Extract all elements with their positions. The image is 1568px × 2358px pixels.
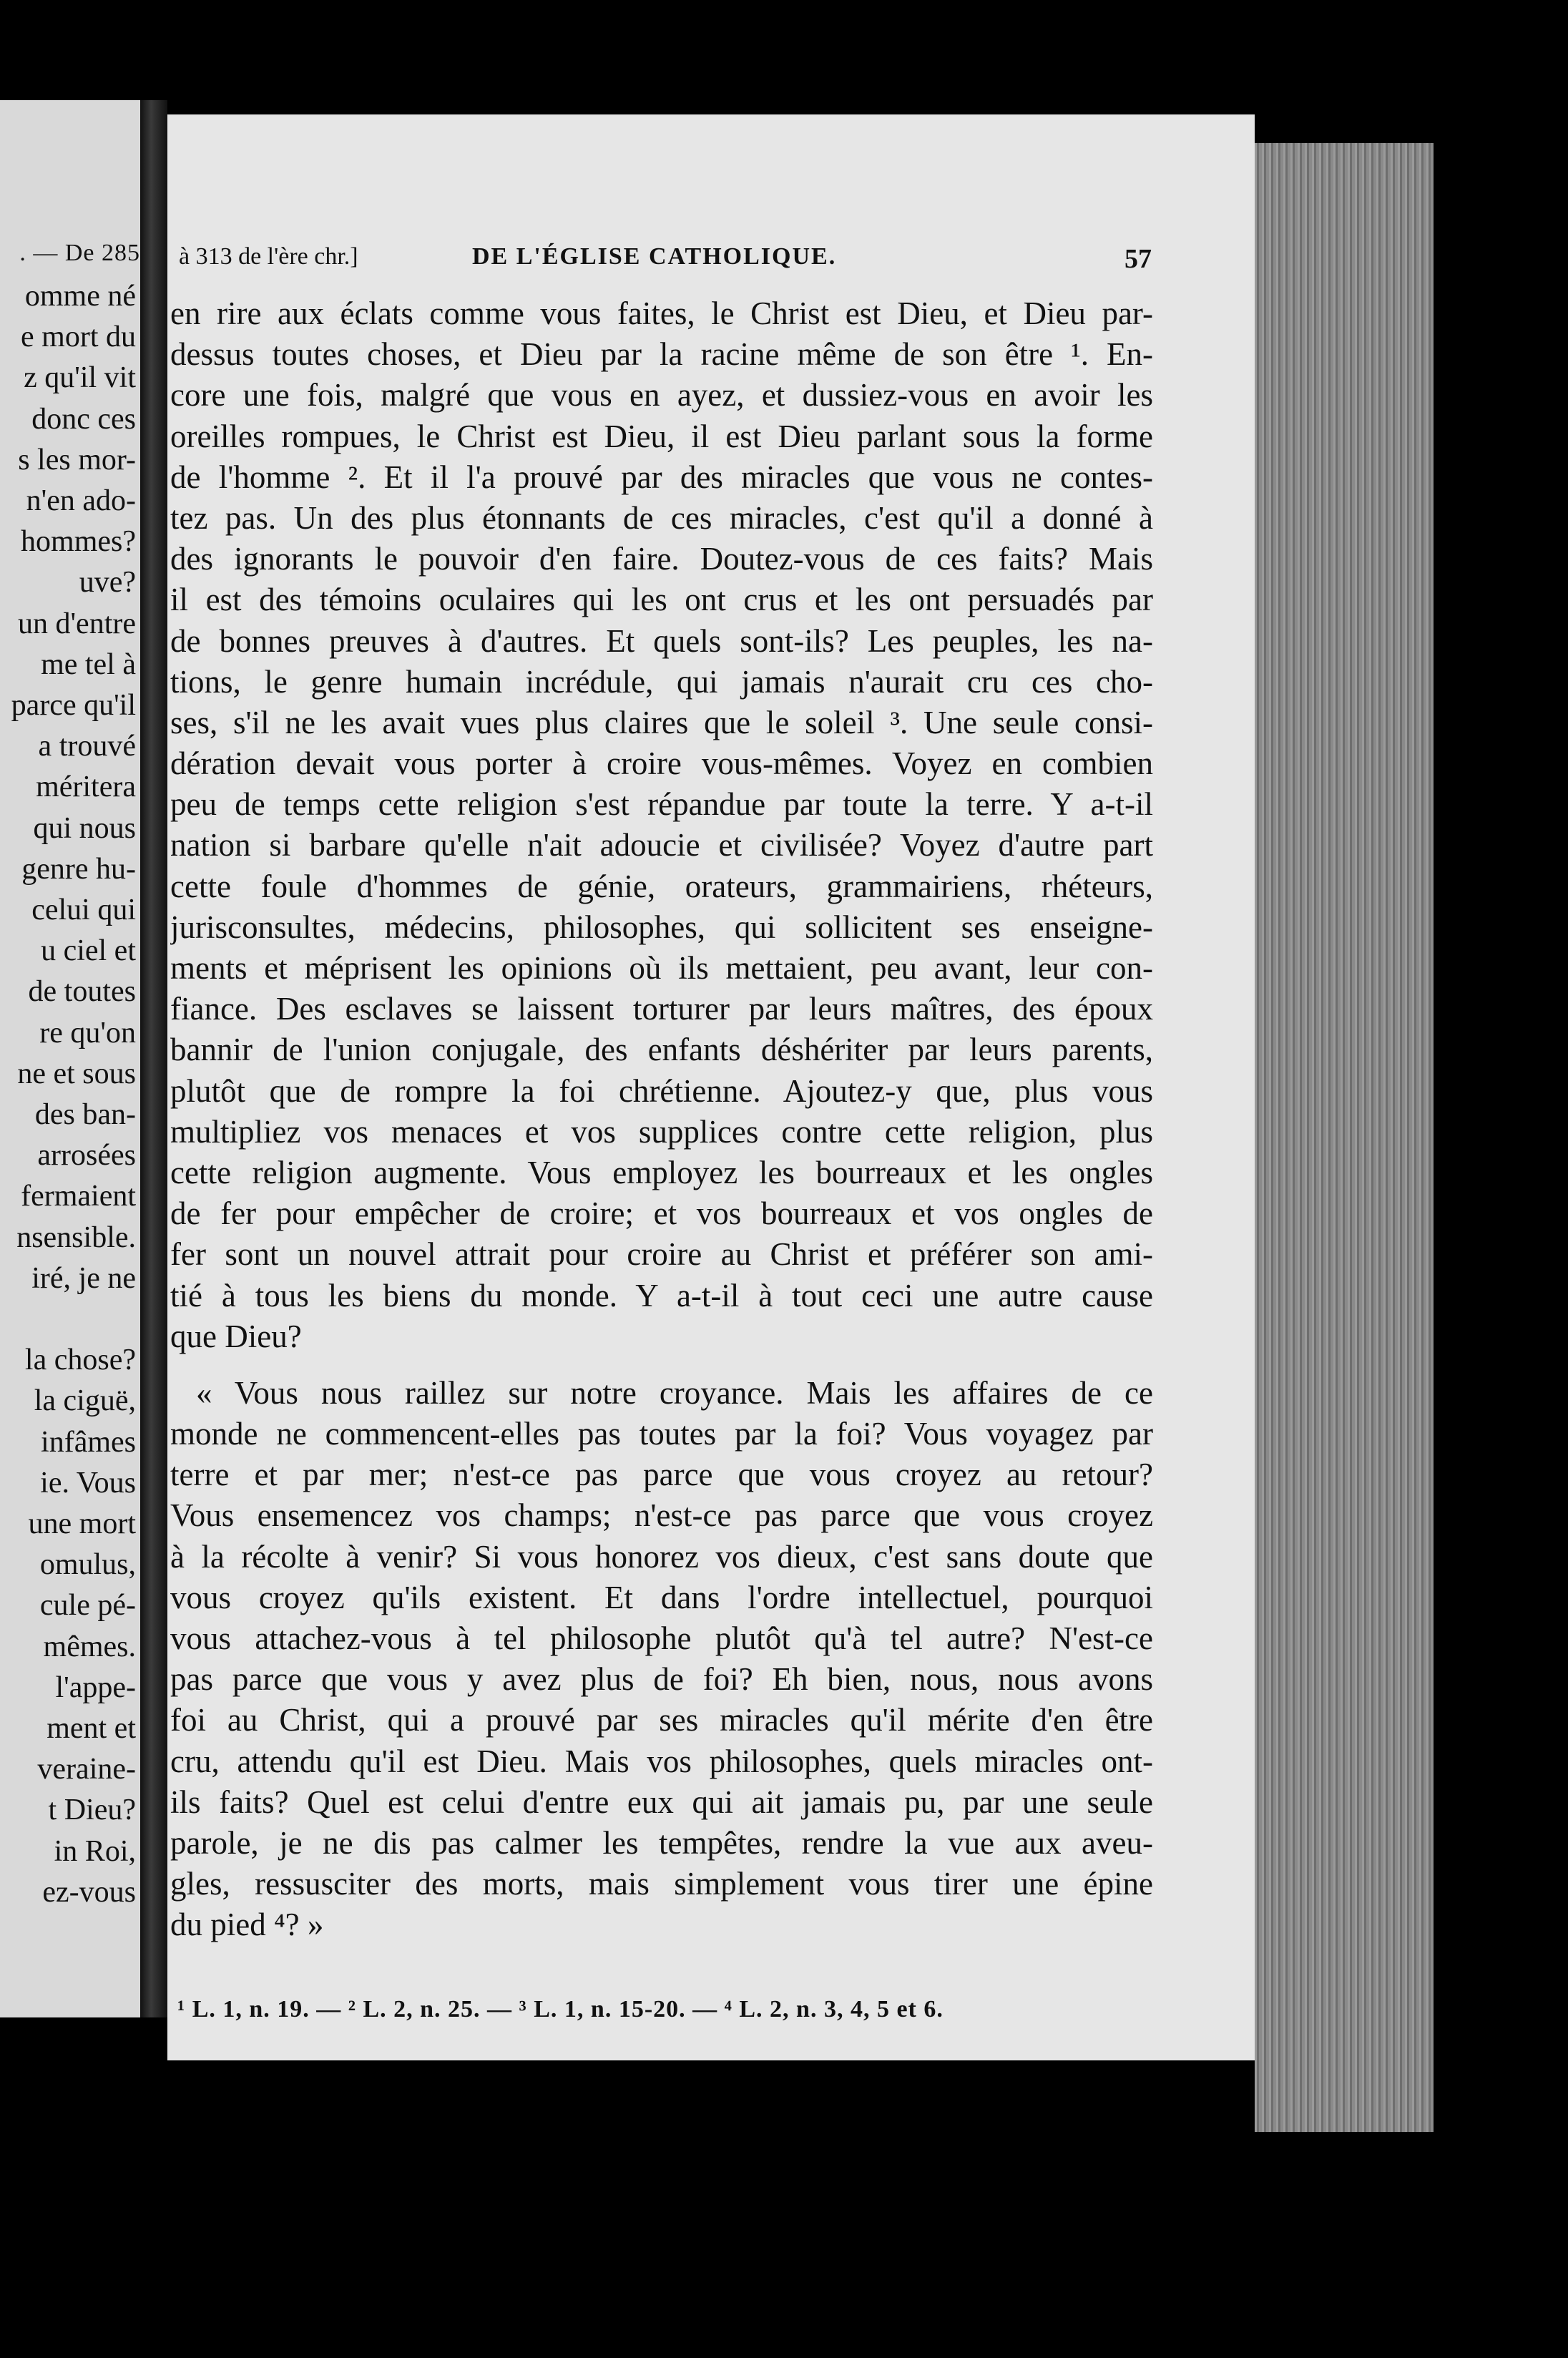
body-text	[170, 293, 1153, 1946]
text-line: multipliez vos menaces et vos supplices contre cette religion, plus	[170, 1113, 1153, 1150]
left-page-line: s les mor-	[18, 443, 136, 476]
text-line: jurisconsultes, médecins, philosophes, qui sollicitent ses enseigne-	[170, 909, 1153, 945]
text-line: fiance. Des esclaves se laissent torturer par leurs maîtres, des époux	[170, 991, 1153, 1027]
text-line: gles, ressusciter des morts, mais simplement vous tirer une épine	[170, 1866, 1153, 1902]
page-number: 57	[1124, 244, 1152, 274]
left-page-line: ie. Vous	[40, 1466, 136, 1500]
left-page-line: e mort du	[21, 321, 136, 354]
text-line: des ignorants le pouvoir d'en faire. Doutez-vous de ces faits? Mais	[170, 541, 1153, 577]
left-page-line: parce qu'il	[11, 689, 136, 722]
text-line: plutôt que de rompre la foi chrétienne. Ajoutez-y que, plus vous	[170, 1072, 1153, 1109]
left-page-running-head: . — De 285	[19, 240, 140, 266]
text-line: il est des témoins oculaires qui les ont crus et les ont persuadés par	[170, 582, 1153, 618]
left-page-line: uve?	[79, 566, 136, 600]
text-line: Vous ensemencez vos champs; n'est-ce pas parce que vous croyez	[170, 1497, 1153, 1534]
running-head-title: DE L'ÉGLISE CATHOLIQUE.	[472, 243, 837, 270]
text-line: à la récolte à venir? Si vous honorez vos dieux, c'est sans doute que	[170, 1538, 1153, 1575]
text-line: du pied ⁴? »	[170, 1907, 324, 1943]
left-page-line: genre hu-	[21, 852, 136, 886]
left-page-line: une mort	[28, 1507, 136, 1540]
text-line: que Dieu?	[170, 1318, 302, 1354]
left-page-line: in Roi,	[54, 1834, 136, 1868]
text-line: en rire aux éclats comme vous faites, le Christ est Dieu, et Dieu par-	[170, 295, 1153, 331]
text-line: pas parce que vous y avez plus de foi? Eh bien, nous, nous avons	[170, 1661, 1153, 1698]
text-line: peu de temps cette religion s'est répandue par toute la terre. Y a-t-il	[170, 786, 1153, 823]
left-page-line: un d'entre	[17, 607, 136, 640]
left-page-line: hommes?	[21, 525, 136, 559]
left-page-line: me tel à	[41, 647, 136, 681]
left-page-line: iré, je ne	[31, 1261, 136, 1295]
text-line: oreilles rompues, le Christ est Dieu, il est Dieu parlant sous la forme	[170, 418, 1153, 454]
left-page-line: l'appe-	[55, 1670, 136, 1704]
text-line: tions, le genre humain incrédule, qui jamais n'aurait cru ces cho-	[170, 663, 1153, 700]
left-page-line: re qu'on	[39, 1016, 136, 1050]
text-line: bannir de l'union conjugale, des enfants déshériter par leurs parents,	[170, 1032, 1153, 1068]
left-page-line: arrosées	[37, 1139, 136, 1173]
text-line: ses, s'il ne les avait vues plus claires que le soleil ³. Une seule consi-	[170, 704, 1153, 740]
left-page-line: ne et sous	[17, 1057, 136, 1090]
text-line: tez pas. Un des plus étonnants de ces miracles, c'est qu'il a donné à	[170, 499, 1153, 536]
text-line: « Vous nous raillez sur notre croyance. Mais les affaires de ce	[196, 1374, 1153, 1411]
left-page-line: u ciel et	[41, 934, 136, 968]
text-line: cette foule d'hommes de génie, orateurs, grammairiens, rhéteurs,	[170, 868, 1153, 904]
left-page-line: a trouvé	[38, 730, 136, 763]
page-edge-stack	[1255, 143, 1434, 2132]
text-line: de l'homme ². Et il l'a prouvé par des miracles que vous ne contes-	[170, 459, 1153, 495]
left-page-line: fermaient	[21, 1180, 136, 1213]
left-page-fragment	[0, 100, 140, 2017]
left-page-line: méritera	[36, 770, 136, 804]
text-line: de fer pour empêcher de croire; et vos bourreaux et vos ongles de	[170, 1195, 1153, 1232]
left-page-line: ment et	[46, 1712, 136, 1745]
left-page-line: omulus,	[39, 1548, 136, 1582]
text-line: vous croyez qu'ils existent. Et dans l'ordre intellectuel, pourquoi	[170, 1579, 1153, 1615]
footnotes: ¹ L. 1, n. 19. — ² L. 2, n. 25. — ³ L. 1, n. 15-20. — ⁴ L. 2, n. 3, 4, 5 et 6.	[177, 1996, 944, 2022]
left-page-line: donc ces	[31, 402, 136, 436]
text-line: core une fois, malgré que vous en ayez, et dussiez-vous en avoir les	[170, 377, 1153, 414]
text-line: cette religion augmente. Vous employez les bourreaux et les ongles	[170, 1154, 1153, 1190]
left-page-line: qui nous	[33, 811, 136, 845]
left-page-line: t Dieu?	[48, 1794, 136, 1827]
left-page-line: z qu'il vit	[24, 361, 136, 395]
left-page-line: nsensible.	[16, 1220, 136, 1254]
text-line: tié à tous les biens du monde. Y a-t-il à tout ceci une autre cause	[170, 1277, 1153, 1313]
text-line: ments et méprisent les opinions où ils mettaient, peu avant, leur con-	[170, 950, 1153, 986]
left-page-line: mêmes.	[43, 1630, 136, 1663]
text-line: cru, attendu qu'il est Dieu. Mais vos philosophes, quels miracles ont-	[170, 1743, 1153, 1779]
left-page-line: n'en ado-	[26, 484, 136, 517]
text-line: foi au Christ, qui a prouvé par ses miracles qu'il mérite d'en être	[170, 1702, 1153, 1738]
text-line: dessus toutes choses, et Dieu par la racine même de son être ¹. En-	[170, 336, 1153, 373]
left-page-line: omme né	[24, 280, 136, 313]
left-page-line: des ban-	[34, 1098, 136, 1131]
text-line: nation si barbare qu'elle n'ait adoucie et civilisée? Voyez d'autre part	[170, 827, 1153, 864]
left-page-line: celui qui	[31, 894, 136, 926]
text-line: dération devait vous porter à croire vous-mêmes. Voyez en combien	[170, 745, 1153, 782]
running-head-left: à 313 de l'ère chr.]	[179, 243, 358, 270]
left-page-line: infâmes	[41, 1425, 136, 1459]
book-gutter	[140, 100, 167, 2017]
left-page-line: de toutes	[28, 975, 136, 1009]
left-page-line: la chose?	[24, 1344, 136, 1377]
text-line: ils faits? Quel est celui d'entre eux qui ait jamais pu, par une seule	[170, 1784, 1153, 1820]
left-page-line: cule pé-	[39, 1589, 136, 1623]
left-page-line: veraine-	[37, 1753, 136, 1786]
text-line: fer sont un nouvel attrait pour croire au Christ et préférer son ami-	[170, 1236, 1153, 1273]
text-line: parole, je ne dis pas calmer les tempêtes, rendre la vue aux aveu-	[170, 1824, 1153, 1861]
left-page-line: ez-vous	[42, 1875, 136, 1909]
left-page-line: la ciguë,	[34, 1384, 136, 1418]
running-head	[179, 243, 1152, 279]
text-line: de bonnes preuves à d'autres. Et quels sont-ils? Les peuples, les na-	[170, 622, 1153, 659]
paragraph-gap	[170, 1357, 1153, 1373]
text-line: vous attachez-vous à tel philosophe plutôt qu'à tel autre? N'est-ce	[170, 1620, 1153, 1656]
text-line: terre et par mer; n'est-ce pas parce que vous croyez au retour?	[170, 1457, 1153, 1493]
text-line: monde ne commencent-elles pas toutes par la foi? Vous voyagez par	[170, 1416, 1153, 1452]
